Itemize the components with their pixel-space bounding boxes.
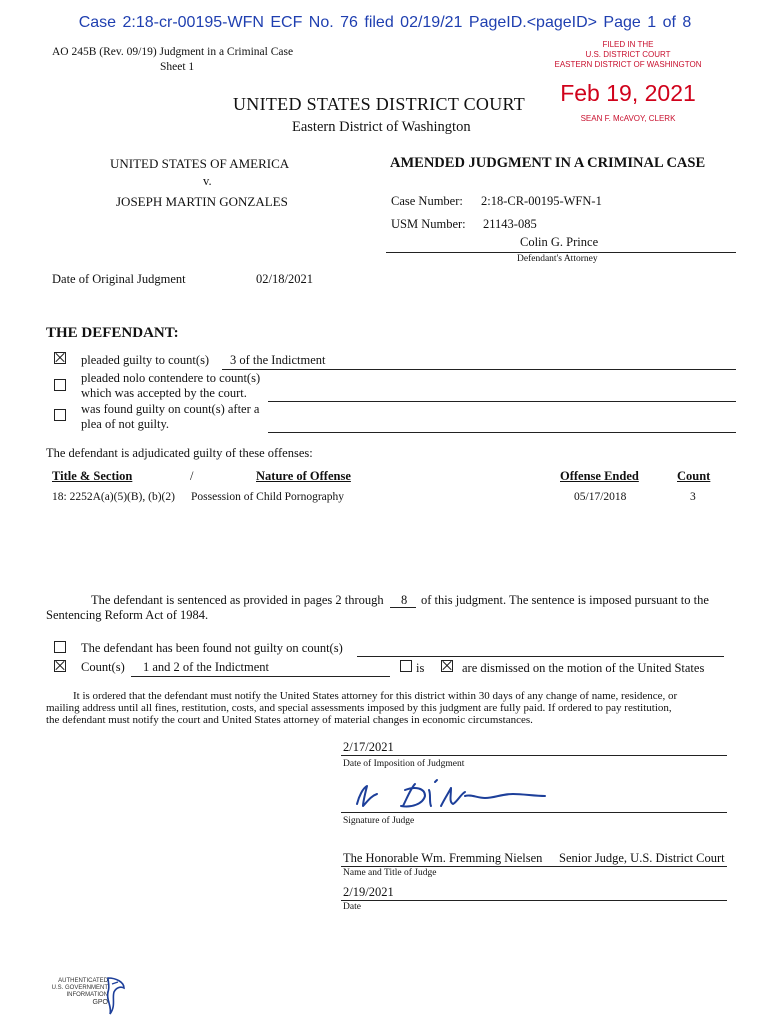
imposition-label: Date of Imposition of Judgment	[343, 759, 465, 769]
sentence-pages: 8	[401, 593, 408, 607]
gpo-text: INFORMATION	[66, 992, 108, 998]
name-title-label: Name and Title of Judge	[343, 868, 437, 878]
judge-name: The Honorable Wm. Fremming Nielsen	[343, 851, 543, 865]
found-guilty-line	[268, 432, 736, 433]
attorney-name: Colin G. Prince	[520, 235, 599, 249]
offense-ended: 05/17/2018	[574, 491, 627, 503]
counts-line	[131, 676, 390, 677]
found-guilty-line2: plea of not guilty.	[81, 417, 170, 431]
filed-stamp-line: U.S. DISTRICT COURT	[585, 50, 671, 59]
imposition-date: 2/17/2021	[343, 740, 394, 754]
filed-stamp-line: FILED IN THE	[602, 40, 654, 49]
sentence-text-1: The defendant is sentenced as provided in pages 2 through	[91, 593, 384, 607]
counts-value: 1 and 2 of the Indictment	[143, 660, 270, 674]
nolo-label-line1: pleaded nolo contendere to count(s)	[81, 371, 261, 385]
usm-label: USM Number:	[391, 217, 466, 231]
sentence-text-3: Sentencing Reform Act of 1984.	[46, 608, 209, 622]
col-title-section: Title & Section	[52, 469, 133, 483]
district-name: Eastern District of Washington	[292, 119, 471, 135]
date-line	[341, 900, 727, 901]
pleaded-guilty-line	[222, 369, 736, 370]
order-line: mailing address until all fines, restitution, costs, and special assessments imposed by this judgment are fully paid. If ordered to pay restitution,	[46, 702, 672, 714]
filed-stamp-line: EASTERN DISTRICT OF WASHINGTON	[554, 60, 702, 69]
defendant-heading: THE DEFENDANT:	[46, 325, 179, 341]
are-label: are dismissed on the motion of the United States	[462, 661, 705, 675]
judgment-title: AMENDED JUDGMENT IN A CRIMINAL CASE	[390, 155, 706, 171]
court-name: UNITED STATES DISTRICT COURT	[233, 94, 526, 114]
imposition-line	[341, 755, 727, 756]
gpo-text: GPO	[92, 999, 108, 1006]
offense-title: 18: 2252A(a)(5)(B), (b)(2)	[52, 491, 175, 503]
filed-date: Feb 19, 2021	[560, 80, 696, 106]
not-guilty-line	[357, 656, 724, 657]
order-line: It is ordered that the defendant must notify the United States attorney for this district within 30 days of any change of name, residence, or	[73, 690, 678, 702]
pages-line	[390, 607, 416, 608]
offense-nature: Possession of Child Pornography	[191, 491, 345, 503]
date-label: Date	[343, 902, 361, 912]
signature-label: Signature of Judge	[343, 816, 415, 826]
are-checkbox[interactable]	[441, 660, 453, 672]
clerk-name: SEAN F. McAVOY, CLERK	[580, 114, 676, 123]
orig-judgment-label: Date of Original Judgment	[52, 272, 186, 286]
order-line: the defendant must notify the court and United States attorney of material changes in economic circumstances.	[46, 714, 533, 726]
eagle-icon	[102, 976, 128, 1016]
form-number: AO 245B (Rev. 09/19) Judgment in a Criminal Case	[52, 46, 294, 58]
signature-line	[341, 812, 727, 813]
ecf-header: Case 2:18-cr-00195-WFN ECF No. 76 filed 02/19/21 PageID.<pageID> Page 1 of 8	[78, 14, 692, 31]
judge-signature	[345, 776, 550, 816]
nolo-label-line2: which was accepted by the court.	[81, 386, 247, 400]
nolo-checkbox[interactable]	[54, 379, 66, 391]
col-nature: Nature of Offense	[256, 469, 351, 483]
pleaded-guilty-label: pleaded guilty to count(s)	[81, 353, 210, 367]
counts-checkbox[interactable]	[54, 660, 66, 672]
sheet-number: Sheet 1	[160, 61, 195, 73]
judge-title: Senior Judge, U.S. District Court	[559, 851, 725, 865]
gpo-text: AUTHENTICATED	[58, 978, 108, 984]
nolo-line	[268, 401, 736, 402]
offense-count: 3	[690, 491, 696, 503]
not-guilty-checkbox[interactable]	[54, 641, 66, 653]
attorney-line	[386, 252, 736, 253]
gpo-seal	[46, 978, 108, 1006]
gpo-text: U.S. GOVERNMENT	[51, 985, 108, 991]
pleaded-guilty-checkbox[interactable]	[54, 352, 66, 364]
col-offense-ended: Offense Ended	[560, 469, 639, 483]
versus: v.	[203, 174, 212, 188]
case-number: 2:18-CR-00195-WFN-1	[481, 194, 602, 208]
plaintiff: UNITED STATES OF AMERICA	[110, 156, 290, 171]
filed-stamp	[548, 40, 708, 70]
found-guilty-line1: was found guilty on count(s) after a	[81, 402, 260, 416]
offenses-intro: The defendant is adjudicated guilty of these offenses:	[46, 446, 313, 460]
is-label: is	[416, 661, 425, 675]
attorney-label: Defendant's Attorney	[517, 254, 598, 264]
orig-judgment-date: 02/18/2021	[256, 272, 313, 286]
is-checkbox[interactable]	[400, 660, 412, 672]
col-slash: /	[190, 469, 194, 483]
defendant-name: JOSEPH MARTIN GONZALES	[116, 194, 288, 209]
signed-date: 2/19/2021	[343, 885, 394, 899]
pleaded-guilty-value: 3 of the Indictment	[230, 353, 326, 367]
found-guilty-checkbox[interactable]	[54, 409, 66, 421]
not-guilty-label: The defendant has been found not guilty on count(s)	[81, 641, 343, 655]
counts-label: Count(s)	[81, 660, 125, 674]
usm-number: 21143-085	[483, 217, 537, 231]
order-paragraph	[46, 690, 736, 726]
judge-line	[341, 866, 727, 867]
col-count: Count	[677, 469, 711, 483]
sentence-text-2: of this judgment. The sentence is imposed pursuant to the	[421, 593, 709, 607]
case-number-label: Case Number:	[391, 194, 463, 208]
